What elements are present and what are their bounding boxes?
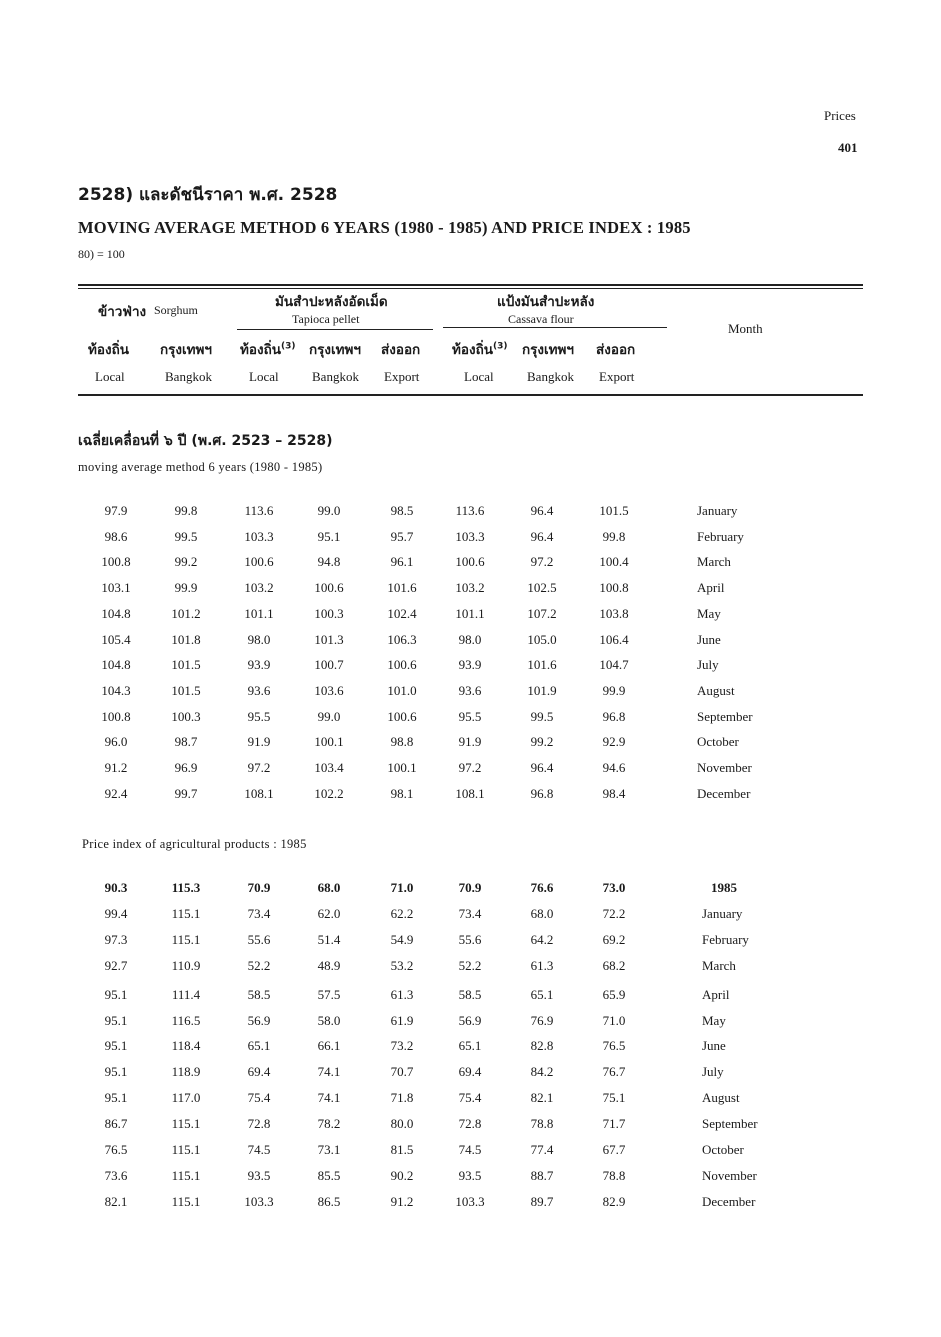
table-cell: 100.3 — [171, 708, 201, 724]
table-cell: 106.3 — [387, 631, 417, 647]
table-cell: 62.2 — [390, 905, 414, 921]
table-cell: 81.5 — [390, 1142, 414, 1157]
table-row — [0, 1013, 941, 1035]
table-cell: 101.9 — [527, 682, 557, 698]
table-cell: 100.6 — [387, 708, 417, 724]
table-cell: 96.4 — [530, 760, 554, 775]
table-cell: 91.9 — [247, 734, 271, 750]
month-label: May — [702, 1012, 726, 1028]
table-cell: 98.6 — [104, 528, 128, 544]
table-row — [0, 760, 941, 782]
table-cell: 95.1 — [104, 1090, 128, 1106]
table-cell: 66.1 — [317, 1038, 341, 1054]
table-cell: 57.5 — [317, 986, 341, 1002]
table-cell: 98.8 — [390, 734, 414, 750]
table-cell: 82.9 — [602, 1193, 626, 1209]
table-cell: 77.4 — [530, 1142, 554, 1157]
sub-bangkok-thai-2: กรุงเทพฯ — [309, 342, 362, 358]
header-top-rule-2 — [78, 288, 863, 289]
table-cell: 72.8 — [458, 1116, 482, 1132]
table-cell: 93.6 — [247, 682, 271, 698]
running-header: Prices — [824, 108, 856, 123]
table-cell: 101.3 — [314, 631, 344, 647]
table-row — [0, 683, 941, 705]
table-cell: 93.5 — [458, 1167, 482, 1183]
month-label: December — [697, 785, 751, 801]
sorghum-header-thai: ข้าวฟ่าง — [98, 304, 147, 320]
table-cell: 94.6 — [602, 760, 626, 775]
table-cell: 104.8 — [101, 657, 131, 673]
table-row — [0, 657, 941, 679]
table-cell: 101.5 — [171, 682, 201, 698]
table-cell: 100.1 — [387, 760, 417, 775]
table-cell: 103.3 — [455, 528, 485, 544]
sub-local-thai-2: ท้องถิ่น$^{(3)}$ — [240, 341, 296, 358]
table-cell: 93.5 — [247, 1167, 271, 1183]
table-cell: 97.3 — [104, 931, 128, 947]
table-cell: 100.8 — [599, 580, 629, 596]
table-cell: 99.5 — [174, 528, 198, 544]
sub-bangkok-thai-1: กรุงเทพฯ — [160, 342, 213, 358]
table-cell: 116.5 — [171, 1012, 201, 1028]
month-label: June — [702, 1038, 726, 1054]
table-cell: 90.3 — [104, 880, 128, 895]
sub-local-english-2: Local — [249, 369, 279, 384]
table-cell: 76.7 — [602, 1064, 626, 1080]
month-label: April — [697, 580, 725, 596]
table-cell: 74.1 — [317, 1064, 341, 1080]
section-moving-average-english: moving average method 6 years (1980 - 1985) — [78, 460, 323, 474]
table-cell: 76.6 — [530, 880, 554, 895]
table-cell: 91.2 — [390, 1193, 414, 1209]
section-price-index-english: Price index of agricultural products : 1985 — [82, 837, 307, 851]
table-cell: 72.8 — [247, 1116, 271, 1132]
header-top-rule — [78, 284, 863, 286]
table-cell: 101.5 — [171, 657, 201, 673]
table-cell: 100.6 — [455, 554, 485, 570]
table-cell: 75.4 — [247, 1090, 271, 1106]
table-cell: 78.8 — [530, 1116, 554, 1132]
table-cell: 115.3 — [171, 880, 201, 895]
table-cell: 76.5 — [602, 1038, 626, 1054]
table-cell: 102.2 — [314, 785, 344, 801]
sub-export-english-2: Export — [599, 369, 635, 384]
table-cell: 82.1 — [104, 1193, 128, 1209]
table-cell: 62.0 — [317, 905, 341, 921]
table-cell: 98.5 — [390, 503, 414, 518]
table-cell: 84.2 — [530, 1064, 554, 1080]
table-cell: 96.4 — [530, 528, 554, 544]
table-cell: 102.5 — [527, 580, 557, 596]
table-cell: 52.2 — [458, 957, 482, 973]
month-label: August — [697, 682, 735, 698]
table-row — [0, 580, 941, 602]
month-label: October — [702, 1142, 744, 1157]
table-cell: 98.0 — [247, 631, 271, 647]
table-cell: 110.9 — [171, 957, 201, 973]
table-cell: 99.2 — [530, 734, 554, 750]
table-cell: 93.9 — [247, 657, 271, 673]
table-cell: 99.4 — [104, 905, 128, 921]
table-cell: 54.9 — [390, 931, 414, 947]
table-cell: 115.1 — [171, 905, 201, 921]
table-cell: 96.4 — [530, 503, 554, 518]
month-label: 1985 — [711, 880, 737, 895]
sub-bangkok-english-3: Bangkok — [527, 369, 574, 384]
table-cell: 95.1 — [104, 986, 128, 1002]
table-cell: 70.7 — [390, 1064, 414, 1080]
table-cell: 92.9 — [602, 734, 626, 750]
table-cell: 58.5 — [458, 986, 482, 1002]
table-cell: 101.1 — [244, 605, 274, 621]
table-row — [0, 709, 941, 731]
section-moving-average-thai: เฉลี่ยเคลื่อนที่ ๖ ปี (พ.ศ. 2523 – 2528) — [78, 433, 333, 449]
table-cell: 99.2 — [174, 554, 198, 570]
table-cell: 95.7 — [390, 528, 414, 544]
table-cell: 95.1 — [104, 1038, 128, 1054]
table-cell: 64.2 — [530, 931, 554, 947]
month-label: November — [702, 1167, 757, 1183]
table-cell: 65.1 — [458, 1038, 482, 1054]
sub-export-thai-2: ส่งออก — [596, 342, 636, 358]
table-cell: 65.1 — [247, 1038, 271, 1054]
table-cell: 96.1 — [390, 554, 414, 570]
table-cell: 80.0 — [390, 1116, 414, 1132]
table-cell: 107.2 — [527, 605, 557, 621]
table-cell: 100.7 — [314, 657, 344, 673]
cassava-header-thai: แป้งมันสำปะหลัง — [497, 294, 595, 310]
table-row — [0, 1142, 941, 1164]
month-label: March — [697, 554, 731, 570]
table-title-thai: 2528) และดัชนีราคา พ.ศ. 2528 — [78, 185, 338, 205]
table-cell: 55.6 — [458, 931, 482, 947]
table-cell: 99.9 — [174, 580, 198, 596]
table-cell: 98.1 — [390, 785, 414, 801]
table-cell: 103.1 — [101, 580, 131, 596]
page-number: 401 — [838, 140, 858, 155]
table-cell: 99.0 — [317, 708, 341, 724]
table-row — [0, 606, 941, 628]
sub-bangkok-english-2: Bangkok — [312, 369, 359, 384]
table-cell: 100.1 — [314, 734, 344, 750]
table-cell: 61.3 — [390, 986, 414, 1002]
table-cell: 113.6 — [244, 503, 274, 518]
month-label: January — [697, 503, 738, 518]
sub-bangkok-english-1: Bangkok — [165, 369, 212, 384]
table-row — [0, 529, 941, 551]
table-cell: 91.9 — [458, 734, 482, 750]
table-cell: 105.4 — [101, 631, 131, 647]
sub-local-english-3: Local — [464, 369, 494, 384]
table-cell: 51.4 — [317, 931, 341, 947]
table-cell: 86.7 — [104, 1116, 128, 1132]
month-label: July — [697, 657, 719, 673]
table-row — [0, 1116, 941, 1138]
table-cell: 76.5 — [104, 1142, 128, 1157]
sub-local-thai-3: ท้องถิ่น$^{(3)}$ — [452, 341, 508, 358]
table-cell: 106.4 — [599, 631, 629, 647]
table-row — [0, 906, 941, 928]
table-cell: 68.0 — [530, 905, 554, 921]
table-row — [0, 632, 941, 654]
table-cell: 101.1 — [455, 605, 485, 621]
table-cell: 92.7 — [104, 957, 128, 973]
month-label: December — [702, 1193, 756, 1209]
table-row — [0, 958, 941, 980]
tapioca-group-rule — [237, 329, 433, 330]
table-cell: 101.6 — [527, 657, 557, 673]
table-cell: 56.9 — [247, 1012, 271, 1028]
tapioca-header-english: Tapioca pellet — [292, 312, 360, 326]
month-label: June — [697, 631, 721, 647]
table-cell: 101.2 — [171, 605, 201, 621]
table-cell: 69.4 — [247, 1064, 271, 1080]
table-cell: 55.6 — [247, 931, 271, 947]
table-cell: 95.5 — [458, 708, 482, 724]
table-cell: 65.1 — [530, 986, 554, 1002]
table-cell: 118.9 — [171, 1064, 201, 1080]
table-row — [0, 786, 941, 808]
month-label: October — [697, 734, 739, 750]
table-cell: 98.0 — [458, 631, 482, 647]
table-cell: 53.2 — [390, 957, 414, 973]
month-label: July — [702, 1064, 724, 1080]
table-cell: 115.1 — [171, 1142, 201, 1157]
table-cell: 73.1 — [317, 1142, 341, 1157]
table-cell: 97.2 — [458, 760, 482, 775]
table-cell: 70.9 — [458, 880, 482, 895]
table-title-english: MOVING AVERAGE METHOD 6 YEARS (1980 - 1985) AND PRICE INDEX : 1985 — [78, 218, 691, 237]
table-cell: 100.6 — [387, 657, 417, 673]
table-cell: 78.8 — [602, 1167, 626, 1183]
table-cell: 100.6 — [244, 554, 274, 570]
table-row — [0, 880, 941, 902]
table-cell: 97.2 — [247, 760, 271, 775]
table-cell: 99.8 — [602, 528, 626, 544]
table-cell: 98.7 — [174, 734, 198, 750]
table-cell: 101.6 — [387, 580, 417, 596]
sub-bangkok-thai-3: กรุงเทพฯ — [522, 342, 575, 358]
table-cell: 74.1 — [317, 1090, 341, 1106]
table-cell: 96.8 — [530, 785, 554, 801]
table-cell: 73.4 — [247, 905, 271, 921]
table-cell: 71.0 — [390, 880, 414, 895]
table-cell: 115.1 — [171, 1116, 201, 1132]
table-row — [0, 503, 941, 525]
table-row — [0, 554, 941, 576]
table-cell: 94.8 — [317, 554, 341, 570]
table-cell: 71.0 — [602, 1012, 626, 1028]
table-cell: 82.1 — [530, 1090, 554, 1106]
table-cell: 71.7 — [602, 1116, 626, 1132]
table-cell: 103.4 — [314, 760, 344, 775]
table-cell: 100.8 — [101, 708, 131, 724]
table-cell: 74.5 — [247, 1142, 271, 1157]
table-cell: 103.3 — [455, 1193, 485, 1209]
table-cell: 73.4 — [458, 905, 482, 921]
table-row — [0, 1168, 941, 1190]
table-row — [0, 1038, 941, 1060]
month-label: April — [702, 986, 730, 1002]
table-row — [0, 932, 941, 954]
month-label: May — [697, 605, 721, 621]
sub-export-thai-1: ส่งออก — [381, 342, 421, 358]
table-cell: 108.1 — [244, 785, 274, 801]
cassava-header-english: Cassava flour — [508, 312, 574, 326]
table-row — [0, 987, 941, 1009]
table-cell: 96.8 — [602, 708, 626, 724]
header-bottom-rule — [78, 394, 863, 396]
table-cell: 115.1 — [171, 931, 201, 947]
table-cell: 85.5 — [317, 1167, 341, 1183]
table-cell: 97.2 — [530, 554, 554, 570]
table-cell: 95.1 — [104, 1064, 128, 1080]
table-cell: 76.9 — [530, 1012, 554, 1028]
table-cell: 73.2 — [390, 1038, 414, 1054]
table-cell: 95.1 — [104, 1012, 128, 1028]
sub-local-thai-1: ท้องถิ่น — [88, 342, 130, 358]
table-cell: 71.8 — [390, 1090, 414, 1106]
table-cell: 113.6 — [455, 503, 485, 518]
month-label: March — [702, 957, 736, 973]
table-row — [0, 1194, 941, 1216]
table-cell: 100.3 — [314, 605, 344, 621]
month-header: Month — [728, 321, 763, 336]
table-row — [0, 734, 941, 756]
table-cell: 90.2 — [390, 1167, 414, 1183]
table-cell: 68.2 — [602, 957, 626, 973]
table-cell: 118.4 — [171, 1038, 201, 1054]
table-cell: 108.1 — [455, 785, 485, 801]
sub-export-english-1: Export — [384, 369, 420, 384]
table-cell: 96.9 — [174, 760, 198, 775]
table-cell: 104.3 — [101, 682, 131, 698]
table-cell: 61.9 — [390, 1012, 414, 1028]
table-cell: 75.1 — [602, 1090, 626, 1106]
table-cell: 105.0 — [527, 631, 557, 647]
table-cell: 88.7 — [530, 1167, 554, 1183]
month-label: November — [697, 760, 752, 775]
table-cell: 103.3 — [244, 528, 274, 544]
table-cell: 92.4 — [104, 785, 128, 801]
table-cell: 103.2 — [455, 580, 485, 596]
table-cell: 103.2 — [244, 580, 274, 596]
table-cell: 104.8 — [101, 605, 131, 621]
table-cell: 75.4 — [458, 1090, 482, 1106]
table-cell: 95.1 — [317, 528, 341, 544]
table-cell: 101.8 — [171, 631, 201, 647]
table-row — [0, 1090, 941, 1112]
table-cell: 89.7 — [530, 1193, 554, 1209]
table-cell: 86.5 — [317, 1193, 341, 1209]
table-row — [0, 1064, 941, 1086]
table-cell: 103.8 — [599, 605, 629, 621]
table-cell: 56.9 — [458, 1012, 482, 1028]
table-cell: 82.8 — [530, 1038, 554, 1054]
table-cell: 115.1 — [171, 1193, 201, 1209]
month-label: January — [702, 905, 743, 921]
month-label: February — [697, 528, 744, 544]
table-cell: 69.4 — [458, 1064, 482, 1080]
month-label: September — [702, 1116, 758, 1132]
table-cell: 61.3 — [530, 957, 554, 973]
table-cell: 98.4 — [602, 785, 626, 801]
table-cell: 58.0 — [317, 1012, 341, 1028]
table-cell: 78.2 — [317, 1116, 341, 1132]
table-cell: 73.6 — [104, 1167, 128, 1183]
table-cell: 117.0 — [171, 1090, 201, 1106]
table-cell: 101.5 — [599, 503, 629, 518]
table-cell: 93.6 — [458, 682, 482, 698]
table-cell: 67.7 — [602, 1142, 626, 1157]
table-cell: 68.0 — [317, 880, 341, 895]
table-cell: 99.9 — [602, 682, 626, 698]
table-cell: 99.5 — [530, 708, 554, 724]
table-cell: 93.9 — [458, 657, 482, 673]
table-cell: 97.9 — [104, 503, 128, 518]
month-label: February — [702, 931, 749, 947]
table-cell: 111.4 — [171, 986, 201, 1002]
table-cell: 99.7 — [174, 785, 198, 801]
table-cell: 73.0 — [602, 880, 626, 895]
table-cell: 70.9 — [247, 880, 271, 895]
cassava-group-rule — [443, 327, 667, 328]
table-cell: 102.4 — [387, 605, 417, 621]
tapioca-header-thai: มันสำปะหลังอัดเม็ด — [275, 294, 388, 310]
table-cell: 103.3 — [244, 1193, 274, 1209]
table-cell: 115.1 — [171, 1167, 201, 1183]
table-cell: 69.2 — [602, 931, 626, 947]
table-cell: 103.6 — [314, 682, 344, 698]
table-cell: 52.2 — [247, 957, 271, 973]
sub-local-english-1: Local — [95, 369, 125, 384]
table-cell: 65.9 — [602, 986, 626, 1002]
table-cell: 100.4 — [599, 554, 629, 570]
month-label: August — [702, 1090, 740, 1106]
table-cell: 96.0 — [104, 734, 128, 750]
table-cell: 72.2 — [602, 905, 626, 921]
table-cell: 58.5 — [247, 986, 271, 1002]
table-cell: 104.7 — [599, 657, 629, 673]
month-label: September — [697, 708, 753, 724]
table-cell: 99.8 — [174, 503, 198, 518]
table-cell: 95.5 — [247, 708, 271, 724]
table-cell: 48.9 — [317, 957, 341, 973]
table-cell: 91.2 — [104, 760, 128, 775]
table-cell: 101.0 — [387, 682, 417, 698]
table-cell: 100.6 — [314, 580, 344, 596]
table-cell: 100.8 — [101, 554, 131, 570]
table-cell: 99.0 — [317, 503, 341, 518]
base-year-note: 80) = 100 — [78, 247, 125, 261]
table-cell: 74.5 — [458, 1142, 482, 1157]
sorghum-header-english: Sorghum — [154, 303, 198, 317]
